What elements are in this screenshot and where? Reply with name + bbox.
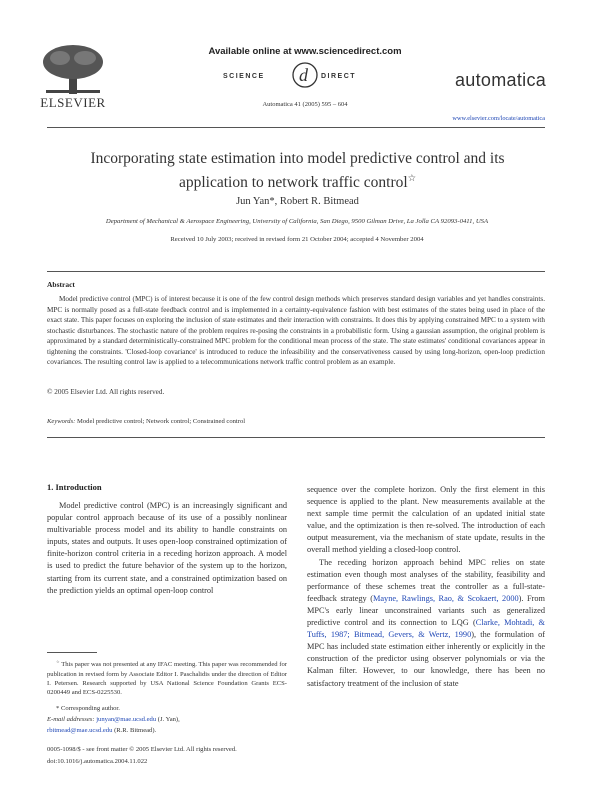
sd-left-text: SCIENCE <box>223 73 265 80</box>
journal-name: automatica <box>455 70 547 90</box>
intro-p2-text-b: ). From MPC's early linear unconstrained variants such as generalized predictive control and its connection to LQG ( <box>307 593 545 628</box>
abstract-text: Model predictive control (MPC) is of interest because it is one of the few control design methods which preserves standard design variables and yet handles constraints. MPC is normally posed as a full-state feedback control and is implemented in a certainty-equivalence fashion with best estimates of the states being used in place of the exact state. This paper focuses on exploring the inclusion of state estimates and their interaction with constraints. It does this by applying constrained MPC to a system with stochastic disturbances. The stochastic nature of the problem requires re-posing the constraints in a probabilistic form. Using a gaussian assumption, the original problem is approximated by a standard deterministically-constrained MPC problem for the conditional mean process of the state. The state estimates' conditional covariances appear in tightening the constraints. 'Closed-loop covariance' is introduced to reduce the infeasibility and the conservativeness caused by using long-horizon, open-loop prediction covariances. The resulting control law is applied to a telecommunications network traffic control problem as an example. <box>47 295 545 366</box>
footnote-rule <box>47 652 97 653</box>
citation-link-clarke-bitmead[interactable]: Clarke, Mohtadi, & Tuffs, 1987; Bitmead, Gevers, & Wertz, 1990 <box>307 618 545 640</box>
title-footnote-mark[interactable]: ☆ <box>407 174 417 184</box>
received-dates: Received 10 July 2003; received in revised form 21 October 2004; accepted 4 November 2004 <box>170 236 424 243</box>
abstract-copyright: © 2005 Elsevier Ltd. All rights reserved. <box>47 388 165 396</box>
email-owner-bitmead: (R.R. Bitmead). <box>114 727 157 734</box>
abstract-heading: Abstract <box>47 280 75 289</box>
sciencedirect-logo <box>215 60 395 92</box>
intro-left-column: Model predictive control (MPC) is an increasingly significant and popular control approach because of its use of a possibly nonlinear multivariable process model and its ability to handle constraints on inputs, states and outputs. It uses open-loop constrained optimization of finite-horizon control criteria in a receding horizon approach. A model is used to predict the future behavior of the system up to the horizon, starting from its current state, and a constrained optimization based on the prediction yields an optimal open-loop control <box>47 501 287 595</box>
intro-paragraph-2 <box>307 557 545 690</box>
footnote-funding <box>47 657 287 698</box>
email-owner-yan: (J. Yan), <box>157 716 180 723</box>
publisher-name: ELSEVIER <box>40 95 106 110</box>
footnote-emails <box>47 715 287 724</box>
journal-url-link[interactable]: www.elsevier.com/locate/automatica <box>452 115 545 122</box>
email-link-bitmead[interactable]: rbitmead@mae.ucsd.edu <box>47 727 113 734</box>
citation-link-mayne[interactable]: Mayne, Rawlings, Rao, & Scokaert, 2000 <box>372 593 519 603</box>
footnote-mark: ☆ <box>56 659 60 664</box>
keywords <box>47 418 245 425</box>
footnote-funding-text: This paper was not presented at any IFAC meeting. This paper was recommended for publication in revised form by Associate Editor I. Paschalidis under the direction of Editor I. Petersen. Research supported by USA National Science Foundation Grants ECS-0200449 and ECS-0225530. <box>47 661 287 697</box>
intro-paragraph-1: sequence over the complete horizon. Only the first element in this sequence is applied to the plant. New measurements available at the next sample time permit the calculation of an updated initial state value, and the optimization is then re-solved. The introduction of each output measurement, via the mechanism of state update, results in the overall method yielding a closed-loop control. <box>307 485 545 555</box>
article-title <box>55 149 540 193</box>
header-rule <box>47 127 545 128</box>
doi-line[interactable]: doi:10.1016/j.automatica.2004.11.022 <box>47 758 148 765</box>
footnote-corresponding: * Corresponding author. <box>56 705 120 712</box>
article-title-text: Incorporating state estimation into model predictive control and its application to network traffic control <box>90 150 505 192</box>
keywords-list: Model predictive control; Network control; Constrained control <box>76 418 246 425</box>
issn-line: 0005-1098/$ - see front matter © 2005 Elsevier Ltd. All rights reserved. <box>47 746 237 753</box>
abstract-top-rule <box>47 271 545 272</box>
author-affiliation: Department of Mechanical & Aerospace Engineering, University of California, San Diego, 9500 Gilman Drive, La Jolla CA 92093-0411, USA <box>105 218 489 225</box>
email-label: E-mail addresses: <box>47 716 95 723</box>
intro-right-column <box>307 484 545 690</box>
sd-right-text: DIRECT <box>321 73 357 80</box>
footnote-emails-2 <box>47 726 287 735</box>
journal-citation: Automatica 41 (2005) 595 – 604 <box>262 101 348 108</box>
sd-mark-text: d <box>299 65 308 85</box>
intro-p2-text-a: The receding horizon approach behind MPC relies on state estimation even though most analyses of the stability, feasibility and performance of these schemes treat the controller as a full-state-feedback strategy ( <box>307 557 545 603</box>
abstract-bottom-rule <box>47 437 545 438</box>
intro-p2-text-c: ), the formulation of MPC has included state estimation either inherently or explicitly in the construction of the predictor using observer polynomials or via the Kalman filter. However, to our knowledge, there has been no satisfactory treatment of the inclusion of state <box>307 630 545 688</box>
available-online-text: Available online at www.sciencedirect.com <box>208 46 402 57</box>
email-link-yan[interactable]: junyan@mae.ucsd.edu <box>96 716 157 723</box>
article-authors: Jun Yan*, Robert R. Bitmead <box>236 196 359 207</box>
section-heading-introduction: 1. Introduction <box>47 482 102 492</box>
keywords-label: Keywords: <box>47 418 76 425</box>
